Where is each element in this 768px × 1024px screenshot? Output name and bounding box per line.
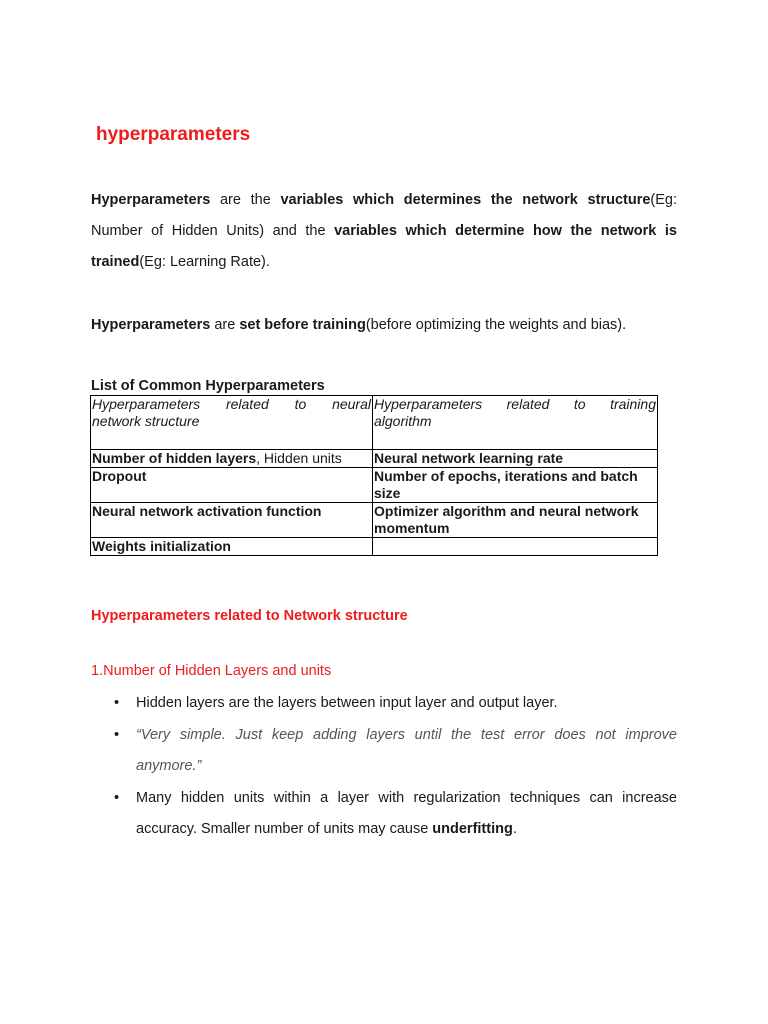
intro-paragraph [91,185,677,278]
list-item [110,688,677,720]
table-row [91,503,658,538]
header-left-line1: Hyperparameters related to neural [92,396,371,412]
table-header-row [91,396,658,450]
para1-bold-2: variables which determine how the network is trained [91,223,677,270]
para1-bold-1: variables which determines the network structure [280,192,651,208]
para1-text-3: (Eg: Learning Rate). [139,254,270,270]
bullet-icon: • [114,726,120,743]
table-row [91,468,658,503]
cell-text: , Hidden units [256,450,342,466]
table-cell [91,538,373,556]
cell-bold: Number of hidden layers [92,450,257,466]
para2-text-2: (before optimizing the weights and bias). [365,317,627,333]
table-cell: Optimizer algorithm and neural network momentum [373,503,658,538]
table-caption: List of Common Hyperparameters [91,378,325,394]
header-right-line1: Hyperparameters related to training [374,396,656,412]
bullet-icon: • [114,789,120,806]
cell-bold: Neural network activation function [92,503,322,519]
term-underfitting: underfitting [432,821,513,837]
bullet-end: . [512,821,517,837]
section-heading: Hyperparameters related to Network structure [91,608,408,624]
para1-text-1: are the [210,192,281,208]
bullet-text: Hidden layers are the layers between input layer and output layer. [136,695,558,711]
table-row [91,538,658,556]
list-item [110,720,677,783]
table-cell: Number of epochs, iterations and batch size [373,468,658,503]
bullet-list [110,688,677,846]
subsection-heading: 1.Number of Hidden Layers and units [91,663,332,679]
table-header-cell-network [91,396,373,450]
list-item [110,783,677,846]
header-left-line2: network structure [92,413,200,429]
table-header-cell-training [373,396,658,450]
table-cell: Neural network learning rate [373,450,658,468]
table-cell [91,468,373,503]
cell-bold: Dropout [92,468,147,484]
term-hyperparameters-2: Hyperparameters [91,317,211,333]
hyperparameters-table [90,395,658,556]
term-hyperparameters: Hyperparameters [91,192,211,208]
table-cell [91,450,373,468]
table-row [91,450,658,468]
header-right-line2: algorithm [374,413,432,429]
para2-text-1: are [210,317,240,333]
para1-text-2: (Eg: Number of Hidden Units) and the [91,192,677,239]
training-paragraph [91,310,677,341]
bullet-icon: • [114,695,120,711]
bullet-text: Many hidden units within a layer with regularization techniques can increase accuracy. Smaller number of units may cause [136,789,677,837]
page-title: hyperparameters [96,124,251,145]
table-cell [373,538,658,556]
cell-bold: Weights initialization [92,538,231,554]
table-cell [91,503,373,538]
quote-text: “Very simple. Just keep adding layers until the test error does not improve anymore.” [136,726,677,774]
para2-bold-1: set before training [239,317,366,333]
